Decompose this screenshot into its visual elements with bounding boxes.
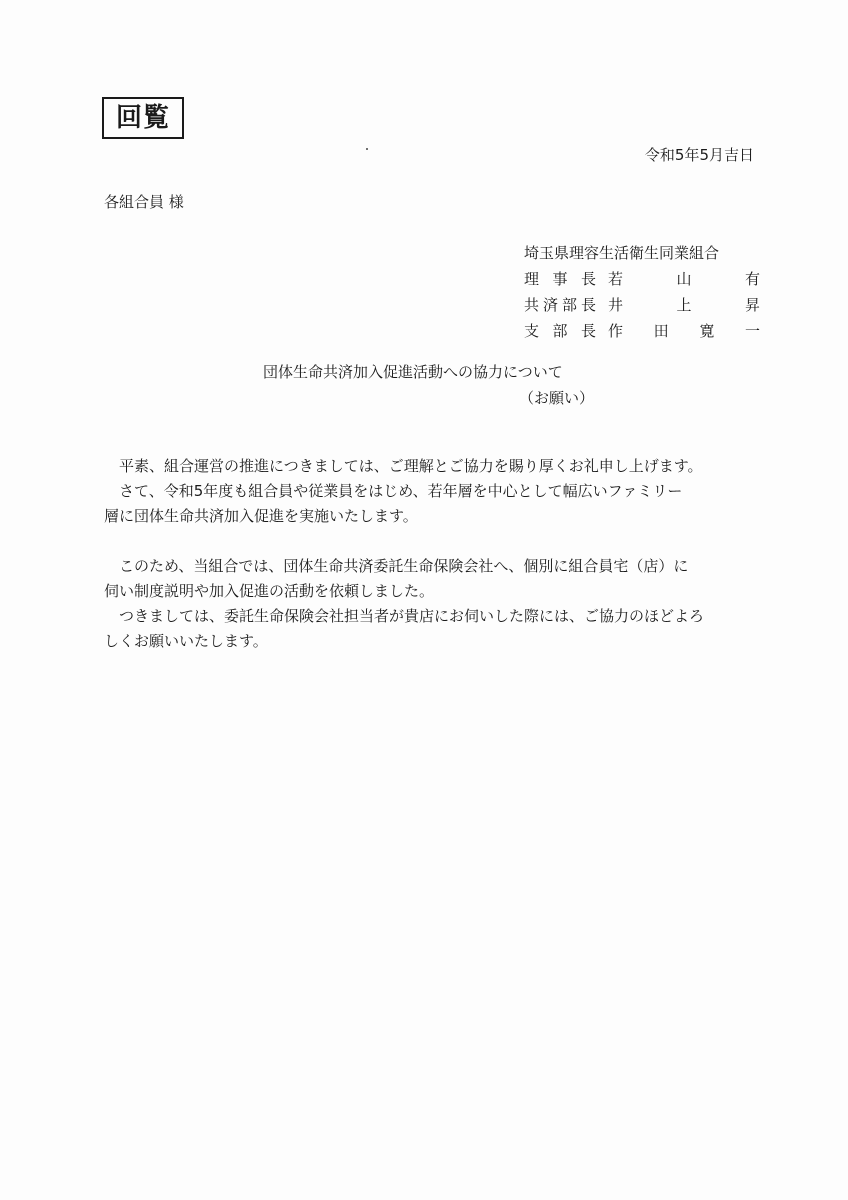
sender-organization: 埼玉県理容生活衛生同業組合 [524,244,720,262]
role-char: 支 [524,322,540,340]
role-char: 部 [561,296,577,314]
document-date: 令和5年5月吉日 [644,146,754,164]
officer-role [524,266,596,292]
officer-name [608,292,760,318]
officer-name [608,266,760,292]
sender-officer-3 [524,318,764,344]
paragraph-gap [104,529,754,554]
name-char: 作 [608,322,624,340]
sender-block [524,240,764,344]
stamp-text: 回覧 [115,103,170,133]
circulation-stamp [102,97,184,139]
officer-role [524,318,596,344]
name-char: 有 [744,270,760,288]
role-char: 長 [580,270,596,288]
body-line: つきましては、委託生命保険会社担当者が貴店にお伺いした際には、ご協力のほどよろ [104,607,705,625]
officer-name [608,318,760,344]
role-char: 共 [524,296,540,314]
title-main: 団体生命共済加入促進活動への協力について [263,363,563,381]
name-char: 田 [653,322,669,340]
name-char: 上 [676,296,692,314]
name-char: 井 [608,296,624,314]
body-line: しくお願いいたします。 [104,632,268,650]
sender-officer-2 [524,292,764,318]
name-char: 寛 [699,322,715,340]
role-char: 長 [580,322,596,340]
body-line: 層に団体生命共済加入促進を実施いたします。 [104,507,418,525]
document-title [263,359,594,411]
name-char: 若 [608,270,624,288]
name-char: 昇 [744,296,760,314]
title-sub: （お願い） [519,389,595,407]
recipient: 各組合員 様 [104,193,184,211]
body-line: このため、当組合では、団体生命共済委託生命保険会社へ、個別に組合員宅（店）に [104,557,689,575]
body-line: 伺い制度説明や加入促進の活動を依頼しました。 [104,582,435,600]
body-line: さて、令和5年度も組合員や従業員をはじめ、若年層を中心として幅広いファミリー [104,482,683,500]
name-char: 一 [744,322,760,340]
role-char: 済 [542,296,558,314]
role-char: 部 [552,322,568,340]
sender-officer-1 [524,266,764,292]
document-body [104,454,754,654]
role-char: 理 [524,270,540,288]
name-char: 山 [676,270,692,288]
role-char: 事 [552,270,568,288]
scan-speck [366,148,368,150]
officer-role [524,292,596,318]
role-char: 長 [580,296,596,314]
body-line: 平素、組合運営の推進につきましては、ご理解とご協力を賜り厚くお礼申し上げます。 [104,457,703,475]
